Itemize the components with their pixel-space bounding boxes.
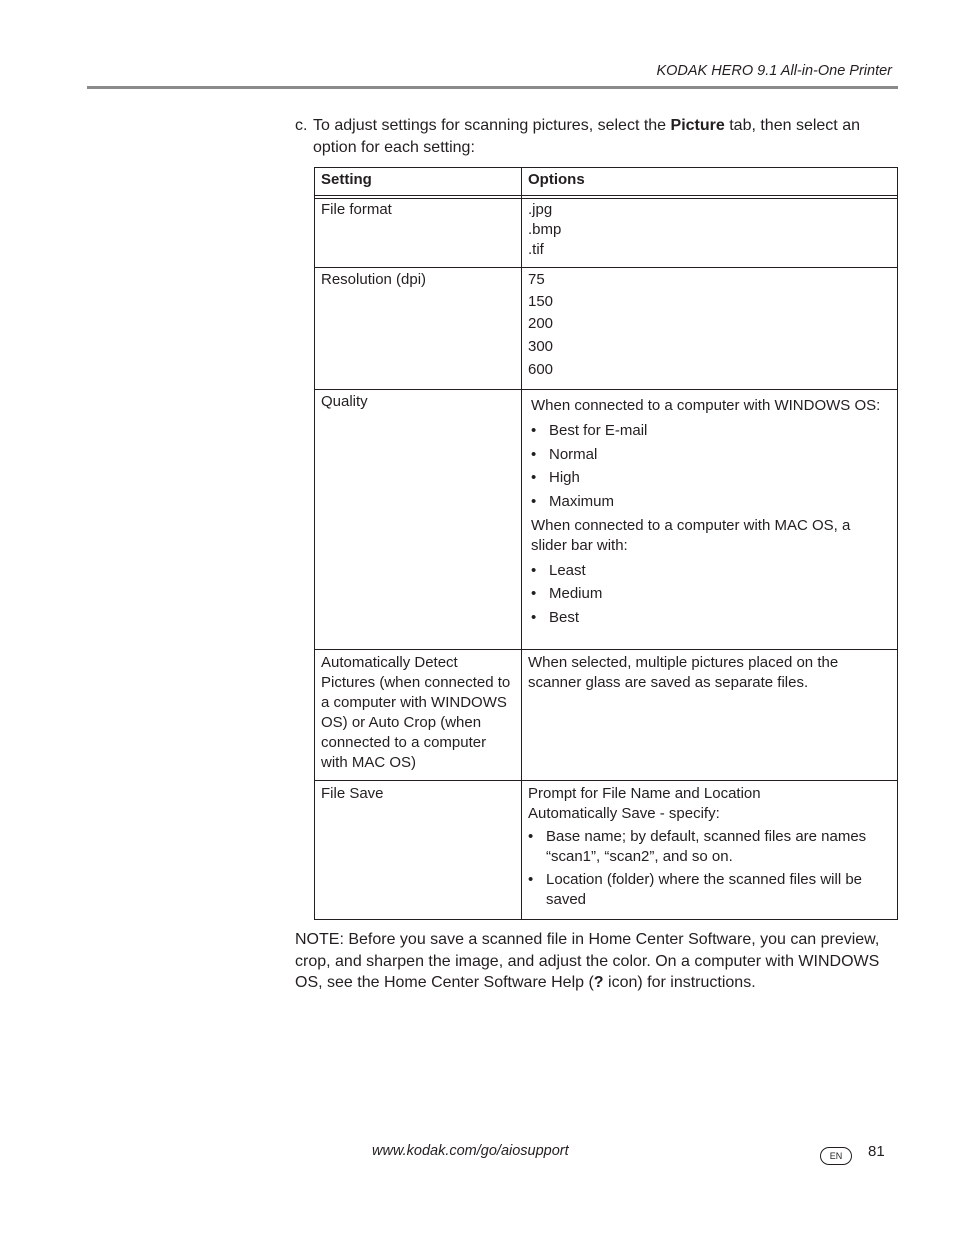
list-item: • Base name; by default, scanned files are names “scan1”, “scan2”, and so on.	[528, 827, 891, 867]
running-header-title: KODAK HERO 9.1 All-in-One Printer	[656, 63, 892, 79]
table-row-file-format	[315, 199, 898, 268]
step-marker: c.	[295, 117, 308, 134]
option-value: 150	[528, 293, 554, 310]
mac-quality-list	[531, 561, 889, 628]
help-icon: ?	[593, 974, 604, 991]
table-row-auto-detect	[315, 650, 898, 781]
options-resolution	[522, 268, 898, 390]
option-value: .jpg	[528, 201, 553, 218]
table-row-file-save	[315, 781, 898, 920]
windows-intro: When connected to a computer with WINDOWS OS:	[531, 397, 881, 414]
list-item: • Least	[531, 561, 889, 581]
file-save-list	[528, 827, 891, 910]
page-number: 81	[868, 1143, 885, 1160]
options-file-format	[522, 199, 898, 268]
mac-intro: When connected to a computer with MAC OS, a slider bar with:	[531, 516, 851, 554]
options-auto-detect: When selected, multiple pictures placed on the scanner glass are saved as separate files.	[522, 650, 898, 781]
file-save-line-2: Automatically Save - specify:	[528, 805, 720, 822]
list-item: • Maximum	[531, 492, 889, 512]
header-divider	[87, 86, 898, 89]
intro-text-before: To adjust settings for scanning pictures, select the	[313, 117, 671, 134]
option-value: .tif	[528, 241, 544, 258]
option-value: 200	[528, 315, 554, 332]
quality-options-block	[528, 391, 891, 628]
note-text-after: icon) for instructions.	[603, 974, 756, 991]
settings-table	[314, 167, 898, 920]
table-row-quality	[315, 390, 898, 650]
option-value: .bmp	[528, 221, 562, 238]
footer-url: www.kodak.com/go/aiosupport	[372, 1143, 569, 1159]
language-badge: EN	[820, 1147, 852, 1165]
header-setting: Setting	[315, 168, 522, 196]
intro-text	[313, 115, 905, 159]
file-save-line-1: Prompt for File Name and Location	[528, 785, 761, 802]
intro-bold-tab-name: Picture	[670, 117, 725, 134]
options-quality	[522, 390, 898, 650]
option-value: 300	[528, 338, 554, 355]
windows-quality-list	[531, 421, 889, 512]
setting-file-save: File Save	[315, 781, 522, 920]
note-paragraph	[295, 929, 900, 994]
option-value: 75	[528, 271, 545, 288]
header-options: Options	[522, 168, 898, 196]
list-item: • Normal	[531, 445, 889, 465]
list-item: • Best	[531, 608, 889, 628]
intro-text-after: tab, then select an option for each setting:	[313, 117, 860, 156]
list-item: • Location (folder) where the scanned files will be saved	[528, 870, 891, 910]
setting-resolution: Resolution (dpi)	[315, 268, 522, 390]
list-item: • High	[531, 468, 889, 488]
list-item: • Best for E-mail	[531, 421, 889, 441]
list-item: • Medium	[531, 584, 889, 604]
option-value: 600	[528, 361, 554, 378]
note-text-before: NOTE: Before you save a scanned file in Home Center Software, you can preview, crop, and sharpen the image, and adjust the color. On a computer with WINDOWS OS, see the Home Center Software Help (	[295, 931, 880, 991]
setting-quality: Quality	[315, 390, 522, 650]
setting-auto-detect: Automatically Detect Pictures (when connected to a computer with WINDOWS OS) or Auto Crop (when connected to a computer with MAC OS)	[315, 650, 522, 781]
setting-file-format: File format	[315, 199, 522, 268]
table-header-row	[315, 168, 898, 196]
table-row-resolution	[315, 268, 898, 390]
options-file-save	[522, 781, 898, 920]
intro-step	[295, 115, 905, 159]
